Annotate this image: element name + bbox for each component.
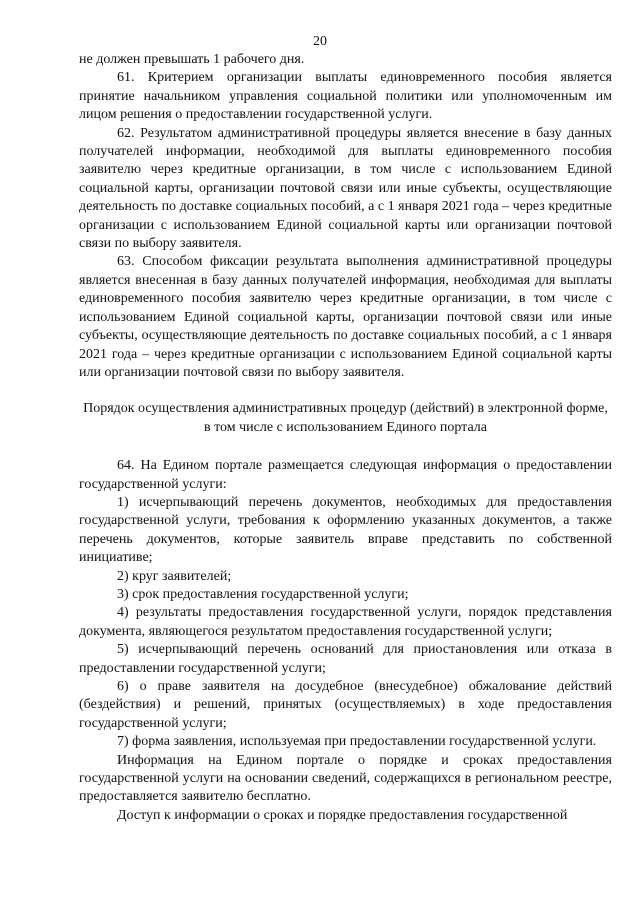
list-item-7: 7) форма заявления, используемая при предоставлении государственной услуги.	[117, 734, 597, 750]
paragraph-continuation: не должен превышать 1 рабочего дня.	[79, 52, 305, 67]
paragraph-61: 61. Критерием организации выплаты единовременного пособия является принятие начальником управления социальной политики или уполномоченным им лицом решения о предоставлении государственной услуги.	[79, 70, 612, 123]
paragraph-63: 63. Способом фиксации результата выполнения административной процедуры является внесенная в базу данных получателей информация, необходимая для выплаты единовременного пособия заявителю через кредитные организации, в том числе с использованием Единой социальной карты, организации почтовой связи или иные субъекты, осуществляющие деятельность по доставке социальных пособий, а с 1 января 2021 года – через кредитные организации с использованием Единой социальной карты или организации почтовой связи по выбору заявителя.	[79, 254, 612, 380]
list-item-4: 4) результаты предоставления государственной услуги, порядок представления документа, являющегося результатом предоставления государственной услуги;	[79, 605, 612, 639]
list-item-5: 5) исчерпывающий перечень оснований для приостановления или отказа в предоставлении государственной услуги;	[79, 642, 612, 676]
paragraph-62: 62. Результатом административной процедуры является внесение в базу данных получателей информации, необходимой для выплаты единовременного пособия заявителю через кредитные организации, в том числе с использованием Единой социальной карты, организации почтовой связи или иные субъекты, осуществляющие деятельность по доставке социальных пособий, а с 1 января 2021 года – через кредитные организации с использованием Единой социальной карты или организации почтовой связи по выбору заявителя.	[79, 125, 612, 252]
list-item-6: 6) о праве заявителя на досудебное (внесудебное) обжалование действий (бездействия) и решений, принятых (осуществляемых) в ходе предоставления государственной услуги;	[79, 679, 612, 731]
list-item-3: 3) срок предоставления государственной услуги;	[117, 586, 409, 602]
section-heading: Порядок осуществления административных процедур (действий) в электронной форме, в том числе с использованием Единого портала	[83, 401, 608, 435]
list-item-2: 2) круг заявителей;	[117, 568, 232, 584]
paragraph-access: Доступ к информации о сроках и порядке предоставления государственной	[117, 807, 568, 823]
document-body	[79, 51, 612, 825]
list-item-1: 1) исчерпывающий перечень документов, необходимых для предоставления государственной услуги, требования к оформлению указанных документов, а также перечень документов, которые заявитель вправе представить по собственной инициативе;	[79, 494, 612, 566]
page-number: 20	[313, 34, 327, 49]
paragraph-portal-info: Информация на Едином портале о порядке и сроках предоставления государственной услуги на основании сведений, содержащихся в региональном реестре, предоставляется заявителю бесплатно.	[79, 752, 612, 805]
paragraph-64-intro: 64. На Едином портале размещается следующая информация о предоставлении государственной услуги:	[79, 458, 612, 492]
